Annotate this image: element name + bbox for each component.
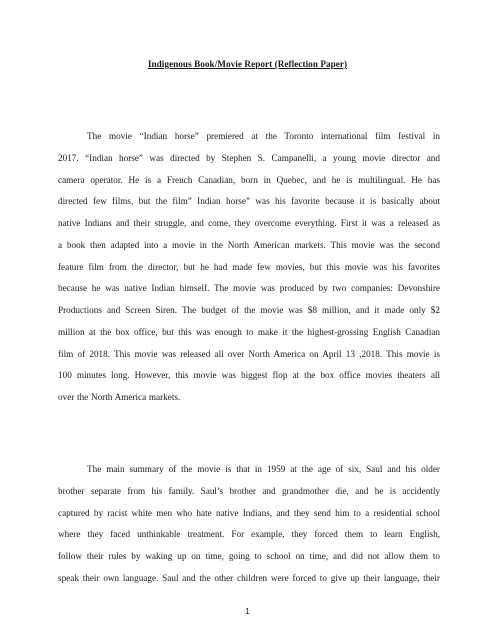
- paragraph-line: brother separate from his family. Saul’s brother and grandmother die, and he is accidently: [58, 485, 440, 496]
- paragraph-1: [58, 126, 440, 409]
- paragraph-line: million at the box office, but this was enough to make it the highest-grossing English Canadian: [58, 326, 440, 337]
- paragraph-2: [58, 459, 440, 590]
- paragraph-line: where they faced unthinkable treatment. For example, they forced them to learn English,: [58, 529, 440, 540]
- paragraph-line: native Indians and their struggle, and come, they overcome everything. First it was a released as: [58, 218, 440, 228]
- paragraph-line: speak their own language. Saul and the other children were forced to give up their language, their: [58, 572, 440, 583]
- paragraph-line: The main summary of the movie is that in 1959 at the age of six, Saul and his older: [87, 464, 440, 474]
- paragraph-line: The movie “Indian horse” premiered at the Toronto international film festival in: [87, 131, 440, 141]
- paragraph-line: because he was native Indian himself. The movie was produced by two companies: Devonshire: [58, 283, 440, 294]
- paragraph-line: feature film from the director, but he had made few movies, but this movie was his favorites: [58, 261, 440, 272]
- paragraph-line: camera operator. He is a French Canadian, born in Quebec, and he is multilingual. He has: [58, 174, 440, 185]
- page-number: 1: [245, 607, 250, 616]
- paragraph-line: film of 2018. This movie was released all over North America on April 13 ,2018. This movie is: [58, 348, 440, 359]
- paragraph-line: a book then adapted into a movie in the North American markets. This movie was the second: [58, 239, 440, 250]
- paragraph-line: follow their rules by waking up on time, going to school on time, and did not allow them to: [58, 551, 440, 561]
- paragraph-line: directed few films, but the film” Indian horse” was his favorite because it is basically about: [58, 196, 440, 207]
- paragraph-line: Productions and Screen Siren. The budget of the movie was $8 million, and it made only $2: [58, 305, 440, 315]
- document-title: Indigenous Book/Movie Report (Reflection Paper): [147, 59, 348, 69]
- paragraph-line: 100 minutes long. However, this movie was biggest flop at the box office movies theaters all: [58, 370, 440, 381]
- paragraph-line: 2017. “Indian horse” was directed by Stephen S. Campanelli, a young movie director and: [58, 152, 440, 163]
- paragraph-line: captured by racist white men who hate native Indians, and they send him to a residential school: [58, 507, 440, 518]
- paragraph-line: over the North America markets.: [58, 392, 181, 402]
